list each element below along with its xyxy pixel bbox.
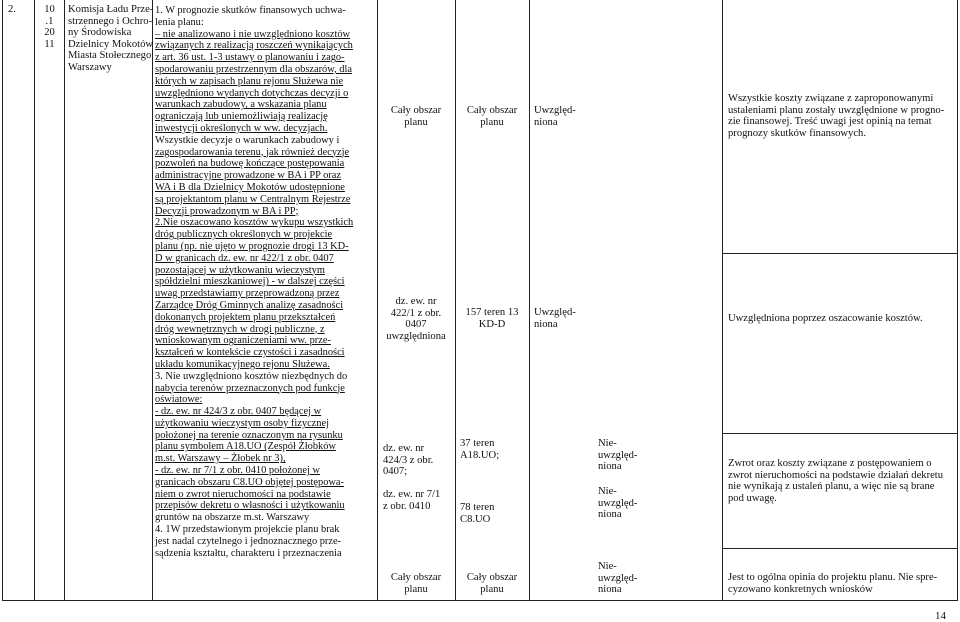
text-line: niona: [598, 461, 622, 473]
note-3: [728, 458, 956, 504]
text-line: Cały obszar: [390, 572, 442, 583]
page-number: 14: [935, 610, 946, 622]
text-line: niona: [534, 318, 558, 330]
plan-area-4: [455, 572, 529, 595]
text-line: Nie-: [598, 561, 617, 572]
text-line: niem o zwrot nieruchomości na podstawie: [155, 488, 331, 500]
text-line: wnioskowanym ograniczeniami ww. prze-: [155, 335, 331, 347]
text-line: 422/1 z obr.: [390, 307, 442, 319]
area-1: [377, 105, 455, 128]
area-3: [383, 443, 455, 513]
text-line: D w granicach dz. ew. nr 422/1 z obr. 0407: [155, 252, 334, 264]
resolution-2: [534, 307, 594, 330]
text-line: inwestycji określonych w ww. decyzjach.: [155, 122, 328, 134]
text-line: Cały obszar: [466, 572, 518, 583]
text-line: administracyjne prowadzone w BA i PP oraz: [155, 170, 342, 182]
text-line: KD-D: [478, 318, 506, 330]
text-line: spodarowaniu przestrzennym dla obszarów, dla: [155, 63, 352, 75]
text-line: dróg wewnętrznych w drogi publiczne, z: [155, 323, 325, 335]
text-line: Dzielnicy Mokotów: [68, 38, 154, 50]
text-line: .1: [45, 15, 54, 27]
text-line: Uwzględ-: [534, 105, 576, 116]
text-line: - dz. ew. nr 7/1 z obr. 0410 położonej w: [155, 465, 320, 477]
note-4: [728, 572, 956, 595]
text-line: 37 teren: [460, 438, 495, 449]
text-line: A18.UO;: [460, 449, 500, 461]
resolution-1: [534, 105, 594, 128]
area-2: [377, 296, 455, 342]
text-line: z art. 36 ust. 1-3 ustawy o planowaniu i zago-: [155, 52, 345, 64]
plan-area-3b: [460, 502, 528, 525]
text-line: ustaleniami planu zostały uwzględnione w progno-: [728, 104, 945, 116]
text-line: 1. W prognozie skutków finansowych uchwa-: [155, 5, 346, 16]
row-lp: [8, 4, 16, 16]
text-line: pozostającej w użytkowaniu wieczystym: [155, 264, 325, 276]
text-line: 0407;: [383, 466, 408, 478]
text-line: gruntów na obszarze m.st. Warszawy: [155, 512, 310, 524]
text-line: planu symbolem A18.UO (Zespół Żłobków: [155, 441, 336, 453]
text-line: m.st. Warszawy – Żłobek nr 3),: [155, 453, 286, 465]
row-lp-text: 2.: [8, 4, 16, 15]
text-line: - dz. ew. nr 424/3 z obr. 0407 będącej w: [155, 406, 322, 418]
text-line: uwzględniona: [386, 330, 446, 342]
text-line: strzennego i Ochro-: [68, 15, 153, 27]
text-line: nie wynikają z ustaleń planu, a więc nie są brane: [728, 481, 935, 493]
text-line: 4. 1W przedstawionym projekcie planu brak: [155, 524, 340, 536]
text-line: Decyzji prowadzonym w BA i PP;: [155, 205, 299, 217]
text-line: 2.Nie oszacowano kosztów wykupu wszystkich: [155, 217, 354, 229]
text-line: planu: [480, 583, 504, 595]
text-line: [383, 478, 455, 490]
plan-area-1: [455, 105, 529, 128]
text-line: 424/3 z obr.: [383, 454, 434, 466]
text-line: Zarządcę Dróg Gminnych analizę zasadności: [155, 299, 344, 311]
remark-content: [155, 5, 377, 559]
text-line: Jest to ogólna opinia do projektu planu. Nie spre-: [728, 572, 938, 583]
text-line: zagospodarowania terenu, jak również decyzje: [155, 146, 350, 158]
text-line: zwrot nieruchomości na podstawie działań dekretu: [728, 469, 944, 481]
text-line: 11: [44, 38, 55, 50]
text-line: związanych z realizacją roszczeń wynikających: [155, 40, 353, 52]
text-line: 10: [44, 4, 55, 15]
text-line: Nie-: [598, 486, 617, 497]
text-line: położonej na terenie oznaczonym na rysunku: [155, 429, 343, 441]
text-line: są projektantom planu w Centralnym Rejestrze: [155, 193, 351, 205]
text-line: Zwrot oraz koszty związane z postępowaniem o: [728, 458, 932, 469]
text-line: pod uwagę.: [728, 492, 777, 504]
resolution-3b: [598, 486, 658, 521]
text-line: pozwoleń na budowę kończące postępowania: [155, 158, 345, 170]
text-line: Komisja Ładu Prze-: [68, 4, 154, 15]
text-line: układu komunikacyjnego rejonu Służewa.: [155, 358, 330, 370]
text-line: uwzględ-: [598, 572, 638, 584]
text-line: granicach obszaru C8.UO objętej postępowa-: [155, 476, 344, 488]
row-number: [35, 4, 64, 50]
text-line: nabycia terenów przeznaczonych pod funkcje: [155, 382, 345, 394]
text-line: dróg publicznych określonych w projekcie: [155, 229, 333, 241]
text-line: Wszystkie decyzje o warunkach zabudowy i: [155, 134, 340, 146]
text-line: dz. ew. nr 7/1: [383, 489, 441, 501]
text-line: Cały obszar: [466, 105, 518, 116]
text-line: uwzględ-: [598, 497, 638, 509]
resolution-3a: [598, 438, 658, 473]
text-line: z obr. 0410: [383, 500, 431, 512]
text-line: planu (np. nie ujęto w prognozie drogi 13 KD-: [155, 240, 349, 252]
text-line: oświatowe:: [155, 394, 203, 406]
text-line: Cały obszar: [390, 105, 442, 116]
note-2: [728, 313, 956, 325]
text-line: których w zapisach planu rejonu Służewa nie: [155, 75, 344, 87]
remarks-table: [2, 0, 957, 600]
text-line: dz. ew. nr: [395, 296, 437, 307]
text-line: 20: [44, 27, 55, 39]
resolution-4: [598, 561, 658, 596]
text-line: dokonanych projektem planu przekształceń: [155, 311, 336, 323]
text-line: lenia planu:: [155, 16, 204, 28]
text-line: spółdzielni mieszkaniowej) - w dalszej części: [155, 276, 345, 288]
row-submitter: [68, 4, 152, 74]
text-line: sądzenia kształtu, charakteru i przeznaczenia: [155, 547, 342, 559]
text-line: WA i B dla Dzielnicy Mokotów udostępnione: [155, 181, 345, 193]
text-line: 0407: [405, 319, 427, 331]
text-line: prognozy skutków finansowych.: [728, 127, 866, 139]
text-line: planu: [404, 116, 428, 128]
text-line: Miasta Stołecznego: [68, 50, 152, 62]
text-line: planu: [404, 583, 428, 595]
text-line: jest nadal czytelnego i jednoznacznego prze-: [155, 535, 342, 547]
text-line: Uwzględ-: [534, 307, 576, 318]
text-line: kształceń w kontekście czystości i zasadności: [155, 347, 345, 359]
text-line: ny Środowiska: [68, 27, 132, 39]
plan-area-2: [455, 307, 529, 330]
text-line: warunkach zabudowy, a wskazania planu: [155, 99, 327, 111]
text-line: Nie-: [598, 438, 617, 449]
text-line: przepisów dekretu o własności i użytkowaniu: [155, 500, 345, 512]
text-line: planu: [480, 116, 504, 128]
text-line: uwag przedstawiamy przeprowadzoną przez: [155, 288, 340, 300]
text-line: zie finansowej. Treść uwagi jest opinią na temat: [728, 116, 932, 128]
text-line: Wszystkie koszty związane z zaproponowanymi: [728, 93, 934, 104]
text-line: Uwzględniona poprzez oszacowanie kosztów.: [728, 313, 923, 324]
note-1: [728, 93, 956, 139]
text-line: Warszawy: [68, 61, 112, 73]
text-line: niona: [534, 116, 558, 128]
text-line: użytkowaniu wieczystym osoby fizycznej: [155, 417, 329, 429]
text-line: dz. ew. nr: [383, 443, 425, 454]
plan-area-3a: [460, 438, 528, 461]
text-line: uwzględniono wydanych dotychczas decyzji o: [155, 87, 349, 99]
text-line: 157 teren 13: [465, 307, 519, 318]
text-line: uwzględ-: [598, 449, 638, 461]
text-line: niona: [598, 509, 622, 521]
text-line: – nie analizowano i nie uwzględniono kosztów: [155, 28, 351, 40]
text-line: cyzowano konkretnych wniosków: [728, 583, 873, 595]
text-line: ograniczają lub uniemożliwiają realizację: [155, 111, 328, 123]
text-line: 3. Nie uwzględniono kosztów niezbędnych do: [155, 370, 348, 382]
text-line: C8.UO: [460, 513, 491, 525]
area-4: [377, 572, 455, 595]
text-line: niona: [598, 584, 622, 596]
text-line: 78 teren: [460, 502, 495, 513]
